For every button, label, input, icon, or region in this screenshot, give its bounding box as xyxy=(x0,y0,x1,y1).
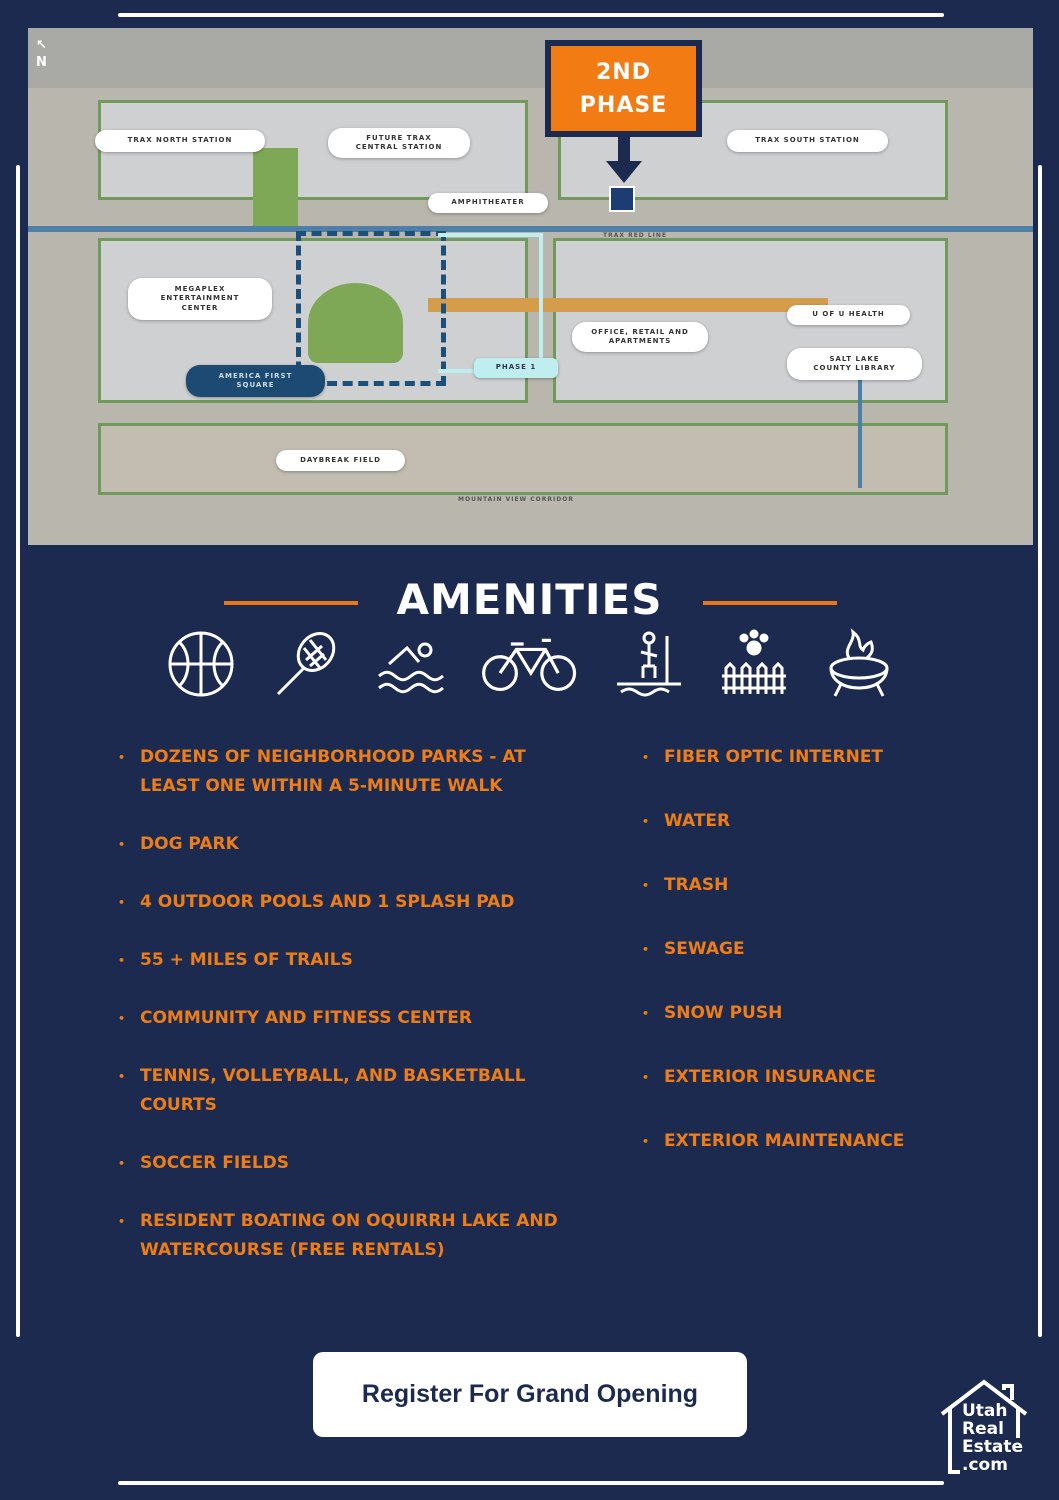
amenity-item: • SEWAGE xyxy=(642,935,1022,964)
swimming-icon xyxy=(375,628,447,700)
logo-text: Utah Real Estate .com xyxy=(962,1401,1023,1475)
site-map xyxy=(28,28,1033,545)
register-grand-opening-button[interactable]: Register For Grand Opening xyxy=(313,1352,747,1437)
paddleboard-icon xyxy=(613,628,685,700)
amenity-item: • 4 OUTDOOR POOLS AND 1 SPLASH PAD xyxy=(118,888,578,917)
amenity-item: • EXTERIOR INSURANCE xyxy=(642,1063,1022,1092)
bottom-divider xyxy=(118,1481,944,1485)
dog-park-icon xyxy=(718,628,790,700)
map-label-mountain-view: MOUNTAIN VIEW CORRIDOR xyxy=(458,496,574,503)
map-label-u-of-u: U OF U HEALTH xyxy=(787,305,910,325)
north-arrow-icon: ↖ N xyxy=(36,38,47,70)
amenity-item: • TENNIS, VOLLEYBALL, AND BASKETBALL COURTS xyxy=(118,1062,578,1120)
map-label-trax-red: TRAX RED LINE xyxy=(603,232,668,239)
amenities-list-right xyxy=(642,743,1022,1191)
amenity-item: • DOG PARK xyxy=(118,830,578,859)
basketball-icon xyxy=(165,628,237,700)
phase-2-label: 2ND PHASE xyxy=(551,46,696,131)
amenity-item: • COMMUNITY AND FITNESS CENTER xyxy=(118,1004,578,1033)
amenity-item: • TRASH xyxy=(642,871,1022,900)
amenity-item: • 55 + MILES OF TRAILS xyxy=(118,946,578,975)
amenity-item: • RESIDENT BOATING ON OQUIRRH LAKE AND WATERCOURSE (FREE RENTALS) xyxy=(118,1207,578,1265)
arrow-down-icon xyxy=(606,137,642,187)
map-label-office: OFFICE, RETAIL AND APARTMENTS xyxy=(572,322,708,352)
amenities-list-left xyxy=(118,743,578,1294)
amenity-item: • SNOW PUSH xyxy=(642,999,1022,1028)
phase-2-callout xyxy=(545,40,702,137)
tennis-racket-icon xyxy=(270,628,342,700)
north-label: N xyxy=(36,54,47,70)
fire-pit-icon xyxy=(823,628,895,700)
left-border xyxy=(16,165,20,1337)
utah-real-estate-logo[interactable] xyxy=(932,1378,1036,1478)
top-divider xyxy=(118,13,944,17)
map-label-future-trax: FUTURE TRAX CENTRAL STATION xyxy=(328,128,470,158)
amenity-icons xyxy=(165,628,895,700)
amenity-item: • DOZENS OF NEIGHBORHOOD PARKS - AT LEAST ONE WITHIN A 5-MINUTE WALK xyxy=(118,743,578,801)
amenity-item: • SOCCER FIELDS xyxy=(118,1149,578,1178)
right-border xyxy=(1038,165,1042,1337)
amenities-title: AMENITIES xyxy=(396,575,663,624)
amenity-item: • FIBER OPTIC INTERNET xyxy=(642,743,1022,772)
map-label-library: SALT LAKE COUNTY LIBRARY xyxy=(787,348,922,380)
amenity-item: • WATER xyxy=(642,807,1022,836)
map-label-america-first: AMERICA FIRST SQUARE xyxy=(186,365,325,397)
amenity-item: • EXTERIOR MAINTENANCE xyxy=(642,1127,1022,1156)
map-label-amphitheater: AMPHITHEATER xyxy=(428,193,548,213)
map-label-trax-north: TRAX NORTH STATION xyxy=(95,130,265,152)
map-label-trax-south: TRAX SOUTH STATION xyxy=(727,130,888,152)
map-label-phase1: PHASE 1 xyxy=(474,358,558,378)
map-label-daybreak: DAYBREAK FIELD xyxy=(276,450,405,471)
phase-2-marker xyxy=(609,186,635,212)
map-label-megaplex: MEGAPLEX ENTERTAINMENT CENTER xyxy=(128,278,272,320)
bicycle-icon xyxy=(480,628,580,700)
